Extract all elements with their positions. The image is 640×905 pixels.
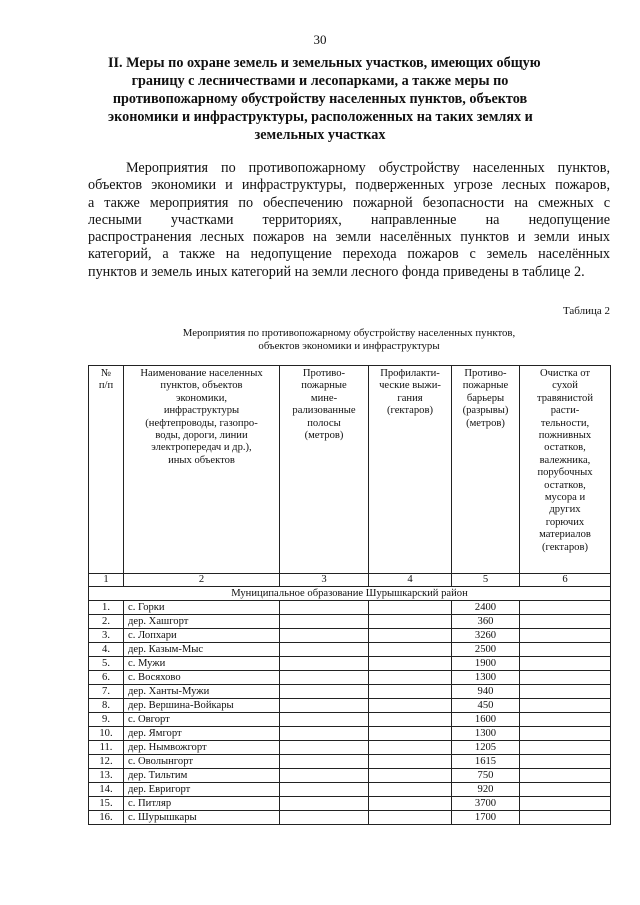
mineralized-strips-value bbox=[280, 811, 369, 825]
paragraph-line: Мероприятия по противопожарному обустройству населенных пунктов, bbox=[126, 160, 610, 176]
paragraph-line: пунктов и земель иных категорий на земли лесного фонда приведены в таблице 2. bbox=[88, 263, 585, 280]
clearing-value bbox=[520, 671, 611, 685]
table-row bbox=[89, 601, 611, 615]
settlement-name: дер. Ямгорт bbox=[124, 727, 280, 741]
column-header: Противо- пожарные барьеры (разрывы) (метров) bbox=[452, 366, 520, 574]
fire-barriers-value: 1615 bbox=[452, 755, 520, 769]
settlement-name: дер. Казым-Мыс bbox=[124, 643, 280, 657]
settlement-name: с. Восяхово bbox=[124, 671, 280, 685]
fire-barriers-value: 940 bbox=[452, 685, 520, 699]
settlement-name: дер. Ханты-Мужи bbox=[124, 685, 280, 699]
region-row bbox=[89, 587, 611, 601]
clearing-value bbox=[520, 615, 611, 629]
preventive-burning-value bbox=[369, 713, 452, 727]
paragraph-line: лесными участками территориях, направленные на недопущение bbox=[88, 211, 610, 228]
preventive-burning-value bbox=[369, 755, 452, 769]
row-number: 5. bbox=[89, 657, 124, 671]
mineralized-strips-value bbox=[280, 671, 369, 685]
clearing-value bbox=[520, 727, 611, 741]
preventive-burning-value bbox=[369, 671, 452, 685]
clearing-value bbox=[520, 811, 611, 825]
table-row bbox=[89, 685, 611, 699]
column-header: Очистка от сухой травянистой расти- тельности, пожнивных остатков, валежника, порубочных остатков, мусора и других горючих материалов (гектаров) bbox=[520, 366, 611, 574]
row-number: 10. bbox=[89, 727, 124, 741]
clearing-value bbox=[520, 699, 611, 713]
column-header: № п/п bbox=[89, 366, 124, 574]
clearing-value bbox=[520, 643, 611, 657]
paragraph-line: распространения лесных пожаров на земли населённых пунктов и земли иных bbox=[88, 229, 610, 246]
fire-barriers-value: 3260 bbox=[452, 629, 520, 643]
clearing-value bbox=[520, 601, 611, 615]
column-number: 5 bbox=[452, 574, 520, 587]
mineralized-strips-value bbox=[280, 601, 369, 615]
settlement-name: с. Мужи bbox=[124, 657, 280, 671]
column-number-row bbox=[89, 574, 611, 587]
mineralized-strips-value bbox=[280, 769, 369, 783]
column-header: Противо- пожарные мине- рализованные полосы (метров) bbox=[280, 366, 369, 574]
row-number: 9. bbox=[89, 713, 124, 727]
row-number: 15. bbox=[89, 797, 124, 811]
fire-barriers-value: 2400 bbox=[452, 601, 520, 615]
table-header-row bbox=[89, 366, 611, 574]
measures-table bbox=[88, 365, 611, 825]
row-number: 8. bbox=[89, 699, 124, 713]
paragraph-line: объектов экономики и инфраструктуры, подверженных угрозе лесных пожаров, bbox=[88, 177, 610, 194]
preventive-burning-value bbox=[369, 783, 452, 797]
column-header: Профилакти- ческие выжи- гания (гектаров) bbox=[369, 366, 452, 574]
fire-barriers-value: 1700 bbox=[452, 811, 520, 825]
mineralized-strips-value bbox=[280, 615, 369, 629]
preventive-burning-value bbox=[369, 727, 452, 741]
fire-barriers-value: 2500 bbox=[452, 643, 520, 657]
clearing-value bbox=[520, 783, 611, 797]
settlement-name: дер. Евригорт bbox=[124, 783, 280, 797]
settlement-name: дер. Хашгорт bbox=[124, 615, 280, 629]
table-row bbox=[89, 783, 611, 797]
column-number: 2 bbox=[124, 574, 280, 587]
column-number: 4 bbox=[369, 574, 452, 587]
page-number: 30 bbox=[313, 32, 327, 47]
row-number: 4. bbox=[89, 643, 124, 657]
heading-line: II. Меры по охране земель и земельных участков, имеющих общую bbox=[108, 55, 541, 71]
clearing-value bbox=[520, 657, 611, 671]
table-row bbox=[89, 657, 611, 671]
clearing-value bbox=[520, 755, 611, 769]
mineralized-strips-value bbox=[280, 657, 369, 671]
mineralized-strips-value bbox=[280, 783, 369, 797]
heading-line: противопожарному обустройству населенных пунктов, объектов bbox=[112, 91, 528, 107]
heading-line: земельных участках bbox=[254, 127, 386, 143]
table-row bbox=[89, 671, 611, 685]
preventive-burning-value bbox=[369, 769, 452, 783]
settlement-name: с. Овгорт bbox=[124, 713, 280, 727]
mineralized-strips-value bbox=[280, 699, 369, 713]
settlement-name: с. Лопхари bbox=[124, 629, 280, 643]
row-number: 12. bbox=[89, 755, 124, 769]
settlement-name: дер. Вершина-Войкары bbox=[124, 699, 280, 713]
clearing-value bbox=[520, 629, 611, 643]
section-heading bbox=[108, 54, 541, 144]
row-number: 13. bbox=[89, 769, 124, 783]
mineralized-strips-value bbox=[280, 755, 369, 769]
clearing-value bbox=[520, 797, 611, 811]
settlement-name: дер. Нымвожгорт bbox=[124, 741, 280, 755]
fire-barriers-value: 360 bbox=[452, 615, 520, 629]
preventive-burning-value bbox=[369, 811, 452, 825]
settlement-name: дер. Тильтим bbox=[124, 769, 280, 783]
fire-barriers-value: 920 bbox=[452, 783, 520, 797]
fire-barriers-value: 1300 bbox=[452, 671, 520, 685]
preventive-burning-value bbox=[369, 741, 452, 755]
row-number: 11. bbox=[89, 741, 124, 755]
heading-line: границу с лесничествами и лесопарками, а также меры по bbox=[131, 73, 509, 89]
clearing-value bbox=[520, 685, 611, 699]
mineralized-strips-value bbox=[280, 685, 369, 699]
preventive-burning-value bbox=[369, 685, 452, 699]
column-header: Наименование населенных пунктов, объектов экономики, инфраструктуры (нефтепроводы, газопро- воды, дороги, линии электропередач и др.), иных объектов bbox=[124, 366, 280, 574]
table-row bbox=[89, 797, 611, 811]
row-number: 2. bbox=[89, 615, 124, 629]
row-number: 14. bbox=[89, 783, 124, 797]
preventive-burning-value bbox=[369, 601, 452, 615]
table-row bbox=[89, 755, 611, 769]
heading-line: экономики и инфраструктуры, расположенных на таких землях и bbox=[108, 109, 533, 125]
fire-barriers-value: 1600 bbox=[452, 713, 520, 727]
preventive-burning-value bbox=[369, 657, 452, 671]
caption-line: Мероприятия по противопожарному обустройству населенных пунктов, bbox=[182, 327, 516, 339]
paragraph-line: категорий, а также на недопущение перехода пожаров с земель населённых bbox=[88, 246, 610, 263]
mineralized-strips-value bbox=[280, 797, 369, 811]
row-number: 1. bbox=[89, 601, 124, 615]
mineralized-strips-value bbox=[280, 727, 369, 741]
settlement-name: с. Горки bbox=[124, 601, 280, 615]
region-cell: Муниципальное образование Шурышкарский район bbox=[89, 587, 611, 601]
preventive-burning-value bbox=[369, 797, 452, 811]
mineralized-strips-value bbox=[280, 629, 369, 643]
table-row bbox=[89, 699, 611, 713]
mineralized-strips-value bbox=[280, 741, 369, 755]
clearing-value bbox=[520, 769, 611, 783]
fire-barriers-value: 750 bbox=[452, 769, 520, 783]
settlement-name: с. Питляр bbox=[124, 797, 280, 811]
table-row bbox=[89, 741, 611, 755]
mineralized-strips-value bbox=[280, 713, 369, 727]
fire-barriers-value: 1205 bbox=[452, 741, 520, 755]
fire-barriers-value: 1900 bbox=[452, 657, 520, 671]
table-row bbox=[89, 713, 611, 727]
row-number: 7. bbox=[89, 685, 124, 699]
settlement-name: с. Оволынгорт bbox=[124, 755, 280, 769]
fire-barriers-value: 450 bbox=[452, 699, 520, 713]
paragraph-line: а также мероприятия по обеспечению пожарной безопасности на смежных с bbox=[88, 194, 610, 211]
preventive-burning-value bbox=[369, 615, 452, 629]
row-number: 16. bbox=[89, 811, 124, 825]
fire-barriers-value: 3700 bbox=[452, 797, 520, 811]
table-row bbox=[89, 769, 611, 783]
column-number: 3 bbox=[280, 574, 369, 587]
column-number: 1 bbox=[89, 574, 124, 587]
body-paragraph bbox=[88, 160, 610, 281]
table-label: Таблица 2 bbox=[562, 305, 610, 317]
table-row bbox=[89, 727, 611, 741]
clearing-value bbox=[520, 741, 611, 755]
preventive-burning-value bbox=[369, 699, 452, 713]
table-row bbox=[89, 643, 611, 657]
table-row bbox=[89, 811, 611, 825]
table-row bbox=[89, 629, 611, 643]
caption-line: объектов экономики и инфраструктуры bbox=[258, 340, 440, 352]
row-number: 3. bbox=[89, 629, 124, 643]
mineralized-strips-value bbox=[280, 643, 369, 657]
preventive-burning-value bbox=[369, 643, 452, 657]
table-row bbox=[89, 615, 611, 629]
column-number: 6 bbox=[520, 574, 611, 587]
preventive-burning-value bbox=[369, 629, 452, 643]
row-number: 6. bbox=[89, 671, 124, 685]
clearing-value bbox=[520, 713, 611, 727]
table-caption bbox=[88, 327, 610, 353]
settlement-name: с. Шурышкары bbox=[124, 811, 280, 825]
fire-barriers-value: 1300 bbox=[452, 727, 520, 741]
